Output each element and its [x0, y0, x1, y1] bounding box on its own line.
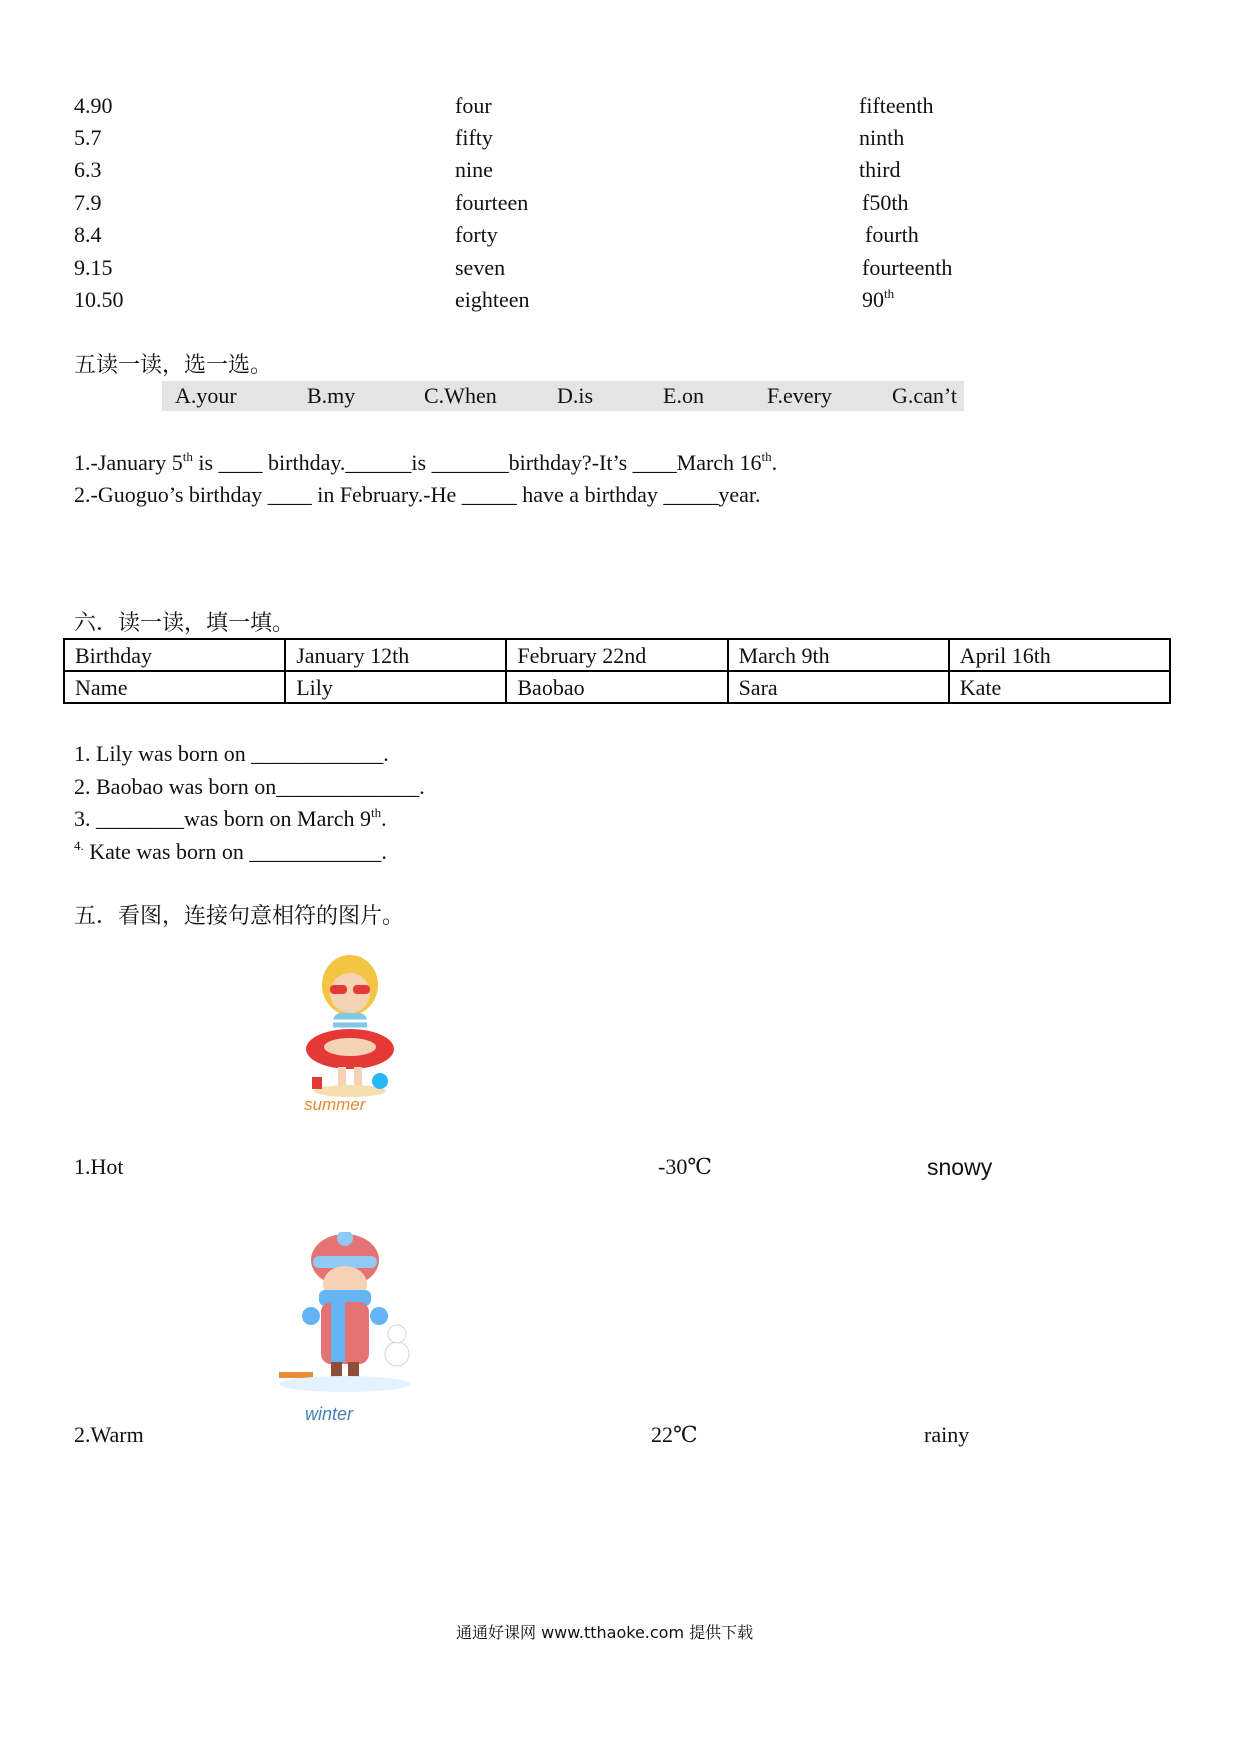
col3-item: f50th [862, 190, 909, 215]
row2-weather: rainy [924, 1422, 970, 1447]
section5-question-1: 1.-January 5th is ____ birthday.______is _______birthday?-It’s ____March 16th. [74, 449, 778, 475]
word-bank [162, 381, 964, 411]
table-cell: January 12th [285, 639, 506, 671]
col1-item: 4.90 [74, 93, 113, 118]
option-e: E.on [663, 383, 704, 408]
col2-item: fifty [455, 125, 493, 150]
col1-item: 8.4 [74, 222, 102, 247]
table-cell: Name [64, 671, 285, 703]
table-cell: February 22nd [506, 639, 727, 671]
row1-label: 1.Hot [74, 1154, 124, 1179]
col3-item: fourth [865, 222, 919, 247]
table-cell: Sara [728, 671, 949, 703]
birthday-table [63, 638, 1171, 704]
section7-title: 五．看图，连接句意相符的图片。 [74, 903, 405, 928]
row1-temp: -30℃ [658, 1154, 712, 1179]
col3-item: 90th [862, 286, 895, 312]
section6-question-4: $^{4.}$ Kate was born on ____________. [74, 838, 387, 864]
table-cell: Kate [949, 671, 1170, 703]
winter-boy-image [275, 1232, 425, 1432]
table-cell: Baobao [506, 671, 727, 703]
row2-temp: 22℃ [651, 1422, 698, 1447]
col2-item: nine [455, 157, 493, 182]
footer-text: 通通好课网 www.tthaoke.com 提供下载 [456, 1623, 754, 1642]
section6-question-3: 3. ________was born on March 9th. [74, 805, 387, 831]
col2-item: seven [455, 255, 506, 280]
winter-caption: winter [305, 1404, 354, 1424]
col2-item: four [455, 93, 492, 118]
option-a: A.your [175, 383, 237, 408]
col3-item: third [859, 157, 901, 182]
table-cell: March 9th [728, 639, 949, 671]
section6-title: 六．读一读，填一填。 [74, 610, 295, 635]
option-g: G.can’t [892, 383, 957, 408]
table-cell: Birthday [64, 639, 285, 671]
col1-item: 5.7 [74, 125, 102, 150]
col3-item: fourteenth [862, 255, 953, 280]
summer-caption: summer [304, 1095, 366, 1114]
col3-item: fifteenth [859, 93, 934, 118]
summer-girl-image [290, 945, 410, 1125]
section5-title: 五读一读，选一选。 [74, 352, 273, 377]
table-cell: Lily [285, 671, 506, 703]
option-d: D.is [557, 383, 594, 408]
col1-item: 7.9 [74, 190, 102, 215]
section6-question-1: 1. Lily was born on ____________. [74, 741, 389, 766]
col2-item: fourteen [455, 190, 529, 215]
row1-weather: snowy [927, 1154, 993, 1180]
section5-question-2: 2.-Guoguo’s birthday ____ in February.-He _____ have a birthday _____year. [74, 482, 761, 507]
option-b: B.my [307, 383, 356, 408]
col1-item: 9.15 [74, 255, 113, 280]
option-f: F.every [767, 383, 832, 408]
row2-label: 2.Warm [74, 1422, 144, 1447]
col2-item: forty [455, 222, 498, 247]
option-c: C.When [424, 383, 497, 408]
col1-item: 6.3 [74, 157, 102, 182]
table-row [64, 671, 1170, 703]
col1-item: 10.50 [74, 287, 124, 312]
col2-item: eighteen [455, 287, 530, 312]
table-row [64, 639, 1170, 671]
section6-question-2: 2. Baobao was born on_____________. [74, 774, 425, 799]
col3-item: ninth [859, 125, 905, 150]
table-cell: April 16th [949, 639, 1170, 671]
